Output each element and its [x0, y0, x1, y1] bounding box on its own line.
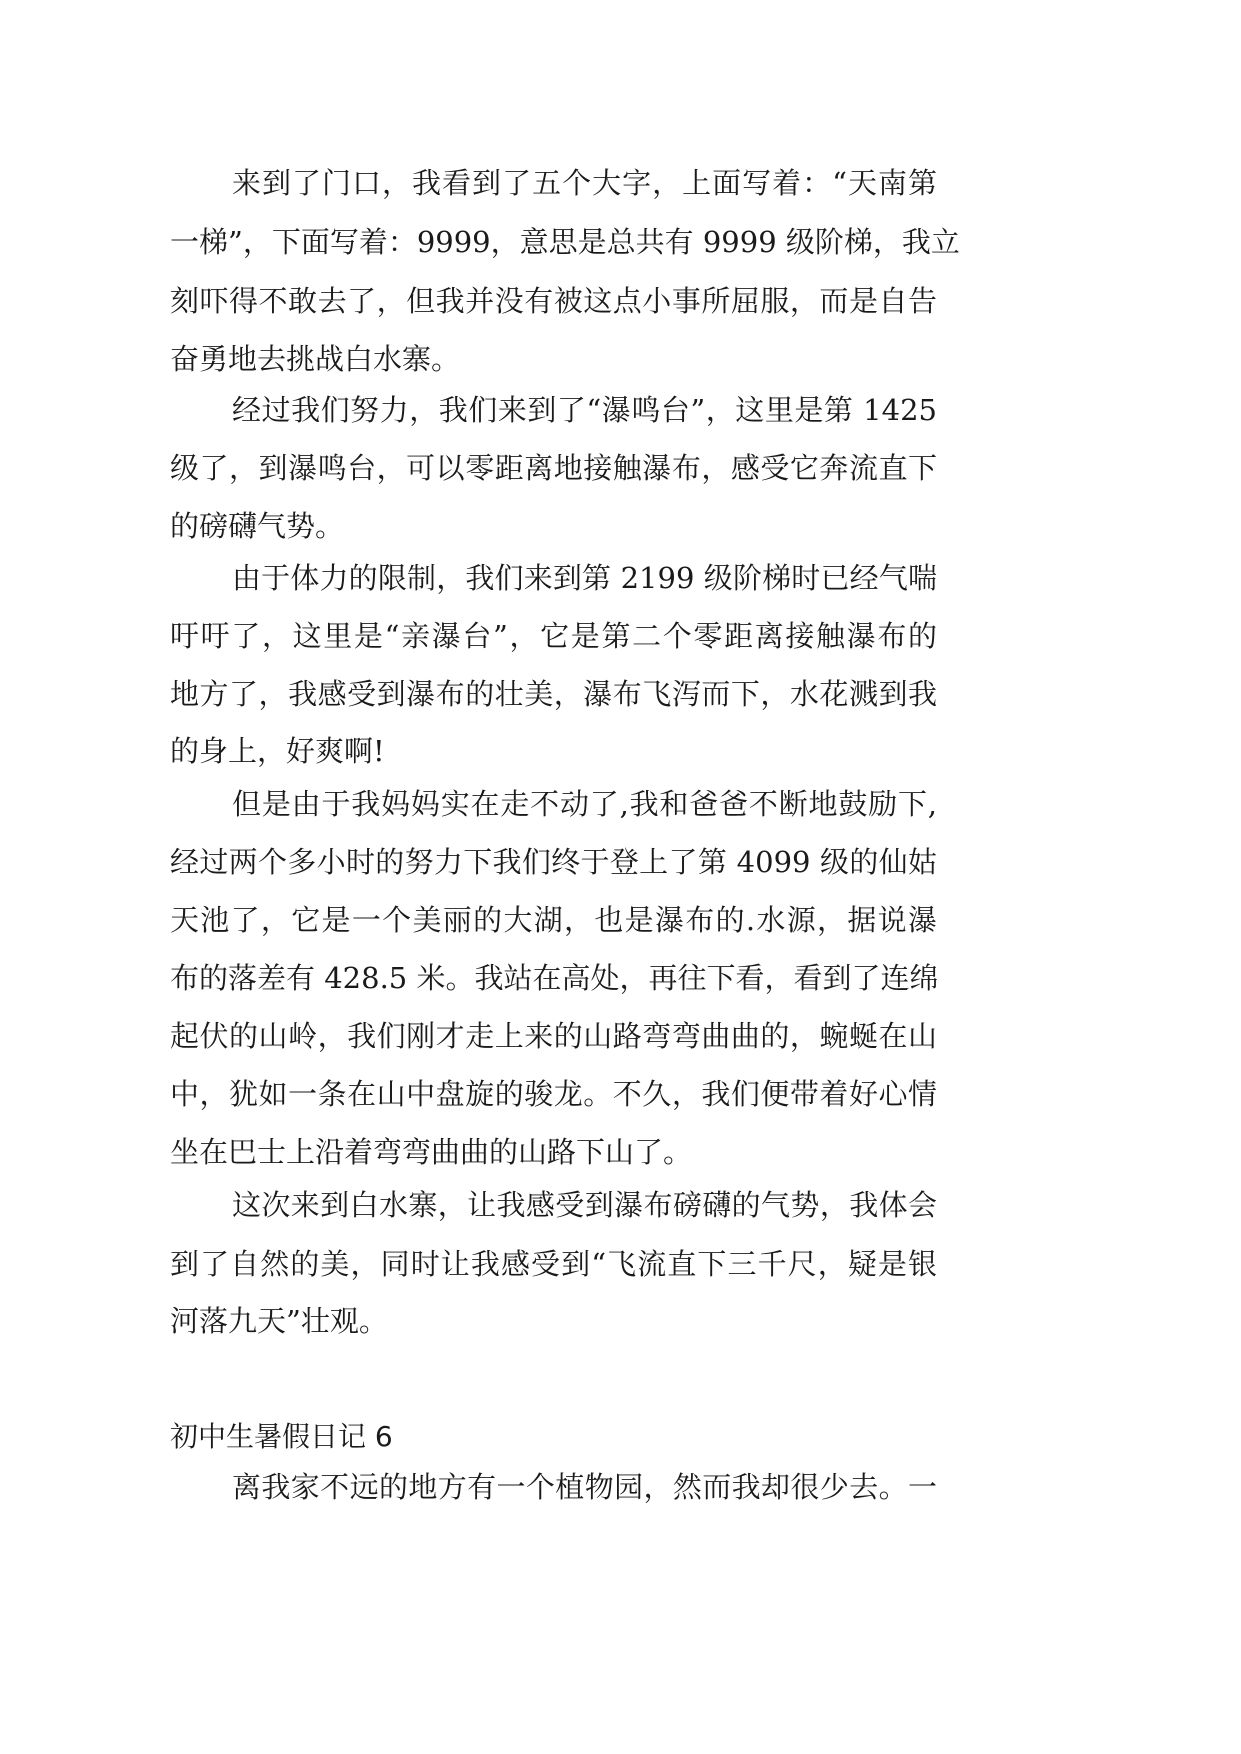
- paragraph-2-line-3: 的磅礴气势。: [170, 509, 345, 543]
- paragraph-5-line-2: 到了自然的美，同时让我感受到“飞流直下三千尺，疑是银: [170, 1247, 937, 1281]
- paragraph-3-line-1: 由于体力的限制，我们来到第 2199 级阶梯时已经气喘: [232, 561, 937, 595]
- paragraph-1-line-2: 一梯”，下面写着：9999，意思是总共有 9999 级阶梯，我立: [170, 225, 960, 259]
- paragraph-4-line-5: 起伏的山岭，我们刚才走上来的山路弯弯曲曲的，蜿蜒在山: [170, 1019, 937, 1053]
- paragraph-3-line-4: 的身上，好爽啊!: [170, 734, 385, 768]
- paragraph-4-line-7: 坐在巴士上沿着弯弯曲曲的山路下山了。: [170, 1135, 693, 1169]
- paragraph-4-line-3: 天池了，它是一个美丽的大湖，也是瀑布的.水源，据说瀑: [170, 903, 937, 937]
- paragraph-4-line-1: 但是由于我妈妈实在走不动了,我和爸爸不断地鼓励下,: [232, 787, 937, 821]
- paragraph-5-line-3: 河落九天”壮观。: [170, 1304, 388, 1338]
- paragraph-2-line-1: 经过我们努力，我们来到了“瀑鸣台”，这里是第 1425: [232, 393, 937, 427]
- paragraph-6-line-1: 离我家不远的地方有一个植物园，然而我却很少去。一: [232, 1470, 937, 1504]
- paragraph-3-line-2: 吁吁了，这里是“亲瀑台”，它是第二个零距离接触瀑布的: [170, 619, 937, 653]
- paragraph-4-line-6: 中，犹如一条在山中盘旋的骏龙。不久，我们便带着好心情: [170, 1077, 937, 1111]
- paragraph-1-line-4: 奋勇地去挑战白水寨。: [170, 342, 461, 376]
- section-heading: 初中生暑假日记 6: [170, 1420, 393, 1453]
- paragraph-5-line-1: 这次来到白水寨，让我感受到瀑布磅礴的气势，我体会: [232, 1188, 937, 1222]
- paragraph-1-line-1: 来到了门口，我看到了五个大字，上面写着：“天南第: [232, 166, 937, 200]
- paragraph-3-line-3: 地方了，我感受到瀑布的壮美，瀑布飞泻而下，水花溅到我: [170, 677, 937, 711]
- paragraph-4-line-2: 经过两个多小时的努力下我们终于登上了第 4099 级的仙姑: [170, 845, 937, 879]
- paragraph-1-line-3: 刻吓得不敢去了，但我并没有被这点小事所屈服，而是自告: [170, 284, 937, 318]
- paragraph-2-line-2: 级了，到瀑鸣台，可以零距离地接触瀑布，感受它奔流直下: [170, 451, 937, 485]
- paragraph-4-line-4: 布的落差有 428.5 米。我站在高处，再往下看，看到了连绵: [170, 961, 939, 995]
